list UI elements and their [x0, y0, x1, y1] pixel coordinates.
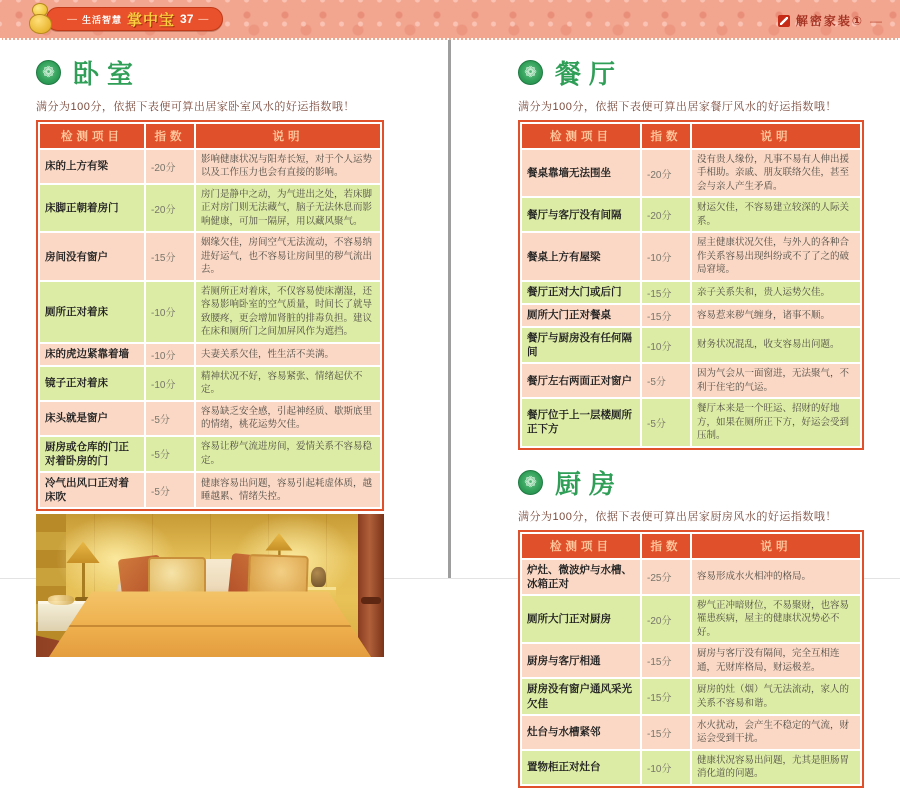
check-item-cell: 餐厅与客厅没有间隔 [522, 198, 640, 231]
score-cell: -5分 [642, 364, 690, 397]
book-spine-divider [448, 40, 451, 578]
table-row [40, 367, 380, 400]
series-badge [46, 7, 223, 33]
table-row [522, 596, 860, 642]
bedroom-title: 卧室 [73, 60, 142, 89]
table-row [40, 150, 380, 183]
check-item-cell: 餐厅正对大门或后门 [522, 282, 640, 303]
score-cell: -20分 [146, 150, 194, 183]
kitchen-subtitle: 满分为100分，依据下表便可算出居家厨房风水的好运指数哦！ [518, 510, 837, 523]
table-row [522, 150, 860, 196]
check-item-cell: 床脚正朝着房门 [40, 185, 144, 231]
bedroom-fengshui-table [36, 120, 384, 511]
dining-title: 餐厅 [555, 60, 624, 89]
score-cell: -5分 [642, 399, 690, 445]
page-header-band [0, 0, 900, 40]
table-row [522, 198, 860, 231]
check-item-cell: 冷气出风口正对着床吹 [40, 473, 144, 507]
check-item-cell: 厕所大门正对厨房 [522, 596, 640, 642]
check-item-cell: 床的虎边紧靠着墙 [40, 344, 144, 365]
explanation-cell: 若厕所正对着床，不仅容易使床潮湿，还容易影响卧室的空气质量，时间长了就导致腰疼，更会增加肾脏的排毒负担。建议在床和厕所门之间加屏风作为遮挡。 [196, 282, 380, 342]
table-row [40, 282, 380, 342]
mascot-icon [28, 3, 54, 35]
table-row [40, 185, 380, 231]
photo-wall-tiles [36, 514, 66, 657]
explanation-cell: 容易缺乏安全感，引起神经质、歇斯底里的情绪，桃花运势欠佳。 [196, 402, 380, 435]
check-item-cell: 餐厅左右两面正对窗户 [522, 364, 640, 397]
header-check-item: 检测项目 [40, 124, 144, 148]
explanation-cell: 厨房与客厅没有隔间，完全互相连通，无财库格局，财运极差。 [692, 644, 860, 677]
explanation-cell: 容易形成水火相冲的格局。 [692, 560, 860, 594]
check-item-cell: 餐桌靠墙无法围坐 [522, 150, 640, 196]
photo-bed [46, 591, 374, 657]
check-item-cell: 房间没有窗户 [40, 233, 144, 279]
table-row [522, 233, 860, 279]
table-row [522, 560, 860, 594]
score-cell: -10分 [642, 328, 690, 362]
table-row [522, 282, 860, 303]
score-cell: -10分 [146, 367, 194, 400]
check-item-cell: 餐厅与厨房没有任何隔间 [522, 328, 640, 362]
score-cell: -10分 [146, 344, 194, 365]
score-cell: -5分 [146, 473, 194, 507]
score-cell: -15分 [642, 716, 690, 749]
table-row [522, 716, 860, 749]
score-cell: -20分 [642, 150, 690, 196]
score-cell: -5分 [146, 437, 194, 471]
header-explanation: 说明 [692, 124, 860, 148]
explanation-cell: 厨房的灶（烟）气无法流动，家人的关系不容易和谐。 [692, 679, 860, 713]
check-item-cell: 置物柜正对灶台 [522, 751, 640, 784]
explanation-cell: 财运欠佳，不容易建立较深的人际关系。 [692, 198, 860, 231]
page-right-dining-kitchen [518, 40, 864, 788]
chapter-label [778, 12, 882, 29]
table-row [40, 402, 380, 435]
score-cell: -10分 [146, 282, 194, 342]
dining-section-header [518, 54, 864, 91]
medallion-icon: ❁ [36, 60, 61, 85]
check-item-cell: 炉灶、微波炉与水槽、冰箱正对 [522, 560, 640, 594]
kitchen-section-header [518, 464, 864, 501]
header-check-item: 检测项目 [522, 124, 640, 148]
check-item-cell: 灶台与水槽紧邻 [522, 716, 640, 749]
medallion-icon: ❁ [518, 60, 543, 85]
header-score: 指数 [642, 124, 690, 148]
kitchen-title: 厨房 [555, 469, 624, 499]
check-item-cell: 厨房或仓库的门正对着卧房的门 [40, 437, 144, 471]
kitchen-fengshui-table [518, 530, 864, 788]
photo-statue [311, 567, 326, 587]
table-row [40, 437, 380, 471]
table-header-row [522, 534, 860, 558]
explanation-cell: 屋主健康状况欠佳，与外人的各种合作关系容易出现纠纷或不了了之的破局窘境。 [692, 233, 860, 279]
explanation-cell: 姻缘欠佳，房间空气无法流动，不容易纳进好运气，也不容易让房间里的秽气流出去。 [196, 233, 380, 279]
chapter-dash: — [870, 13, 882, 28]
explanation-cell: 亲子关系失和，贵人运势欠佳。 [692, 282, 860, 303]
check-item-cell: 餐桌上方有屋梁 [522, 233, 640, 279]
header-explanation: 说明 [692, 534, 860, 558]
table-row [40, 473, 380, 507]
medallion-icon: ❁ [518, 470, 543, 495]
bedroom-section-header [36, 54, 384, 91]
score-cell: -15分 [642, 644, 690, 677]
badge-dash-left: — [67, 13, 77, 25]
header-check-item: 检测项目 [522, 534, 640, 558]
explanation-cell: 没有贵人缘份，凡事不易有人伸出援手相助。亲戚、朋友联络欠佳，甚至会与亲人产生矛盾。 [692, 150, 860, 196]
explanation-cell: 水火扰动，会产生不稳定的气流，财运会受到干扰。 [692, 716, 860, 749]
table-header-row [40, 124, 380, 148]
check-item-cell: 餐厅位于上一层楼厕所正下方 [522, 399, 640, 445]
check-item-cell: 厨房与客厅相通 [522, 644, 640, 677]
seal-icon [778, 15, 790, 27]
header-score: 指数 [146, 124, 194, 148]
explanation-cell: 秽气正冲暗财位，不易聚财，也容易罹患疾病，屋主的健康状况势必不好。 [692, 596, 860, 642]
explanation-cell: 房门是静中之动，为气进出之处，若床脚正对房门则无法藏气，脑子无法休息而影响健康，可加一隔屏，用以藏风聚气。 [196, 185, 380, 231]
score-cell: -25分 [642, 560, 690, 594]
bedroom-subtitle: 满分为100分，依据下表便可算出居家卧室风水的好运指数哦！ [36, 101, 355, 113]
photo-curtain [358, 514, 384, 657]
series-name: 生活智慧 [82, 14, 123, 25]
bedroom-photo [36, 514, 384, 657]
check-item-cell: 床头就是窗户 [40, 402, 144, 435]
dining-subtitle: 满分为100分，依据下表便可算出居家餐厅风水的好运指数哦！ [518, 101, 837, 113]
brand-title: 掌中宝 [127, 12, 176, 29]
explanation-cell: 餐厅本来是一个旺运、招财的好地方，如果在厕所正下方，好运会受到压制。 [692, 399, 860, 445]
check-item-cell: 厕所正对着床 [40, 282, 144, 342]
table-row [522, 399, 860, 445]
table-row [522, 305, 860, 326]
check-item-cell: 床的上方有梁 [40, 150, 144, 183]
score-cell: -10分 [642, 233, 690, 279]
volume-number: 37 [180, 12, 194, 26]
header-explanation: 说明 [196, 124, 380, 148]
table-row [522, 644, 860, 677]
explanation-cell: 财务状况混乱，收支容易出问题。 [692, 328, 860, 362]
explanation-cell: 因为气会从一面窗进，无法聚气，不利于住宅的气运。 [692, 364, 860, 397]
score-cell: -15分 [642, 679, 690, 713]
score-cell: -20分 [146, 185, 194, 231]
badge-dash-right: — [198, 13, 209, 25]
table-row [40, 344, 380, 365]
score-cell: -10分 [642, 751, 690, 784]
explanation-cell: 容易惹来秽气缠身，诸事不顺。 [692, 305, 860, 326]
table-row [522, 364, 860, 397]
explanation-cell: 健康状况容易出问题，尤其是胆肠胃消化道的问题。 [692, 751, 860, 784]
score-cell: -5分 [146, 402, 194, 435]
explanation-cell: 健康容易出问题，容易引起耗虚体质，越睡越累、情绪失控。 [196, 473, 380, 507]
table-row [522, 328, 860, 362]
header-score: 指数 [642, 534, 690, 558]
check-item-cell: 厨房没有窗户通风采光欠佳 [522, 679, 640, 713]
score-cell: -15分 [146, 233, 194, 279]
table-header-row [522, 124, 860, 148]
explanation-cell: 夫妻关系欠佳，性生活不美满。 [196, 344, 380, 365]
explanation-cell: 容易让秽气流进房间，爱情关系不容易稳定。 [196, 437, 380, 471]
chapter-title: 解密家装① [795, 14, 864, 28]
dining-fengshui-table [518, 120, 864, 450]
page-left-bedroom [36, 40, 384, 657]
table-row [522, 751, 860, 784]
table-row [40, 233, 380, 279]
score-cell: -20分 [642, 596, 690, 642]
score-cell: -15分 [642, 305, 690, 326]
series-badge-pill [46, 7, 223, 31]
check-item-cell: 厕所大门正对餐桌 [522, 305, 640, 326]
explanation-cell: 影响健康状况与阳寿长短，对于个人运势以及工作压力也会有直接的影响。 [196, 150, 380, 183]
table-row [522, 679, 860, 713]
check-item-cell: 镜子正对着床 [40, 367, 144, 400]
score-cell: -20分 [642, 198, 690, 231]
explanation-cell: 精神状况不好，容易紧张、情绪起伏不定。 [196, 367, 380, 400]
score-cell: -15分 [642, 282, 690, 303]
